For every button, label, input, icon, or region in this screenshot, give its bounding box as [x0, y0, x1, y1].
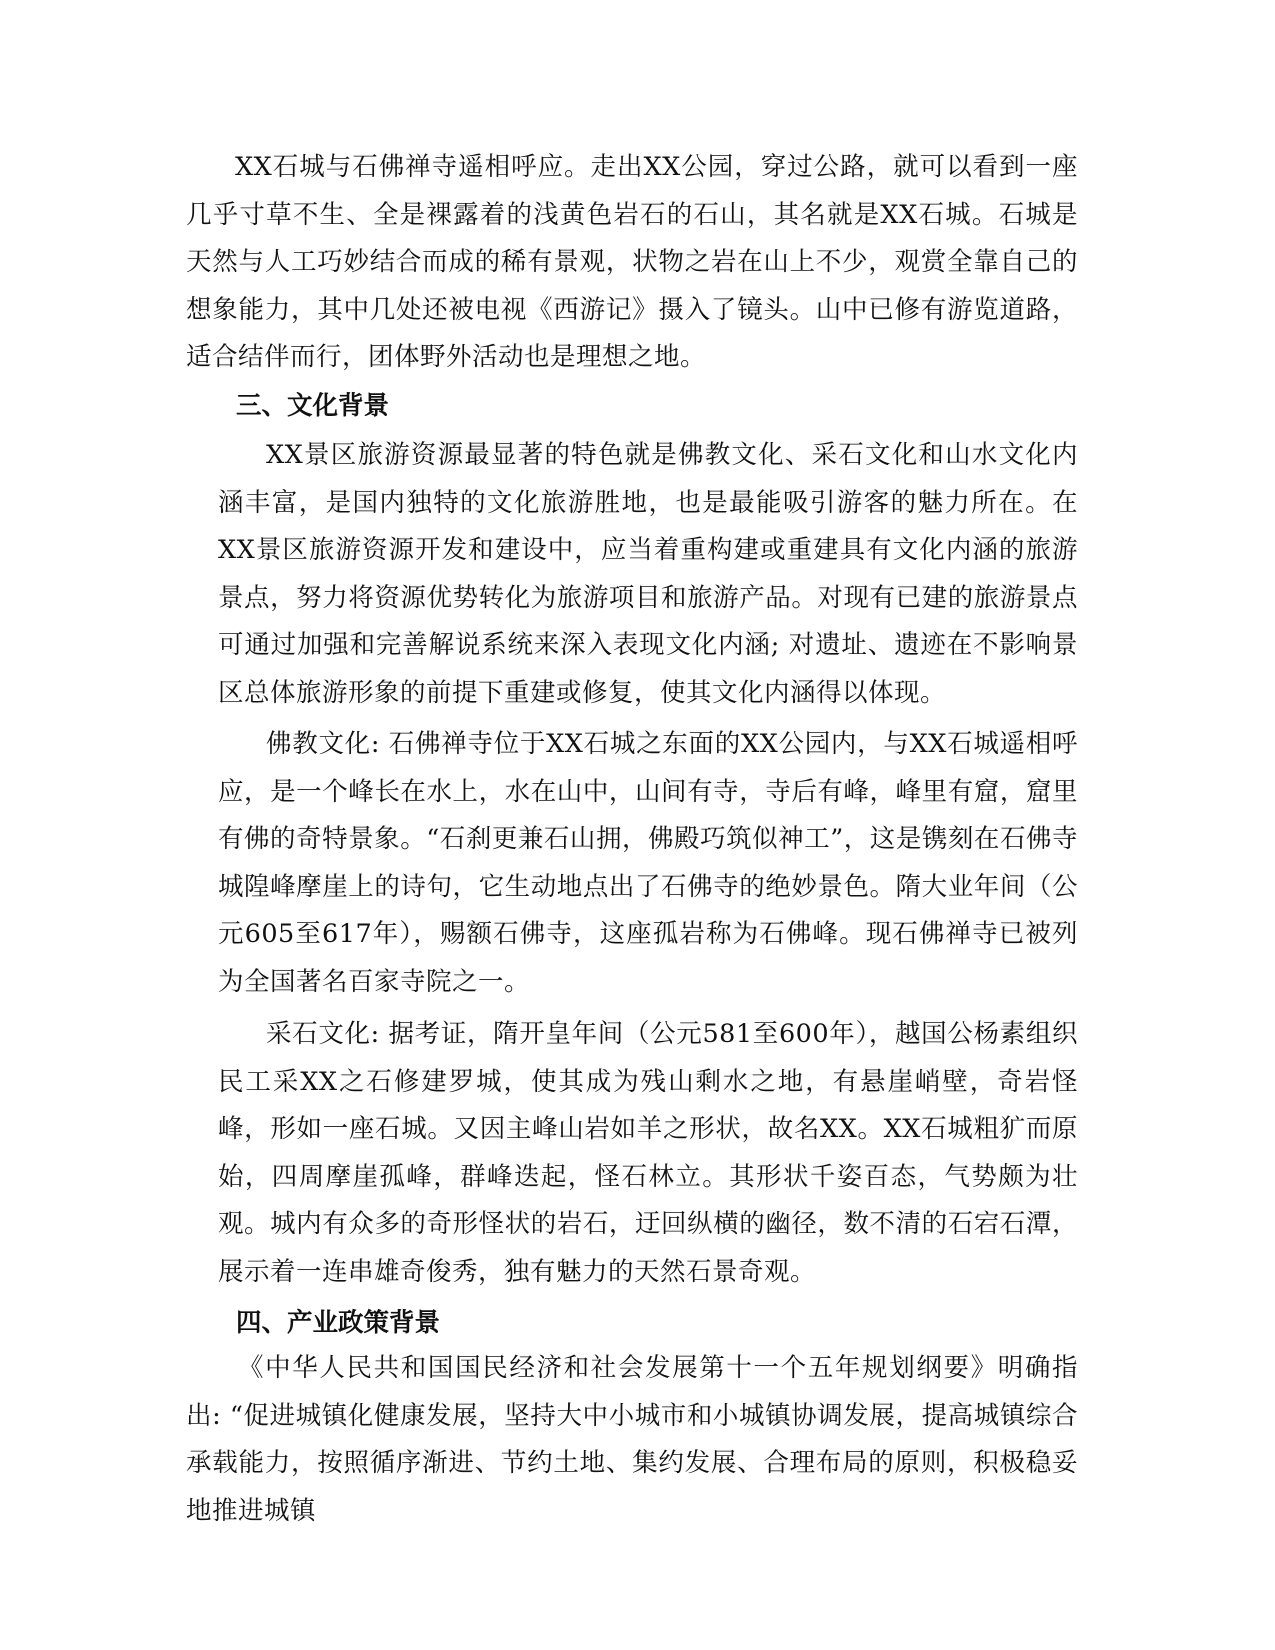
paragraph-buddhist-culture: 佛教文化: 石佛禅寺位于XX石城之东面的XX公园内，与XX石城遥相呼应，是一个峰长在水上，水在山中，山间有寺，寺后有峰，峰里有窟，窟里有佛的奇特景象。“石刹更兼石山拥，佛殿巧筑似神工”，这是镌刻在石佛寺城隍峰摩崖上的诗句，它生动地点出了石佛寺的绝妙景色。隋大业年间（公元605至617年），赐额石佛寺，这座孤岩称为石佛峰。现石佛禅寺已被列为全国著名百家寺院之一。 — [218, 729, 1078, 997]
paragraph-cultural-overview: XX景区旅游资源最显著的特色就是佛教文化、采石文化和山水文化内涵丰富，是国内独特的文化旅游胜地，也是最能吸引游客的魅力所在。在XX景区旅游资源开发和建设中，应当着重构建或重建具有文化内涵的旅游景点，努力将资源优势转化为旅游项目和旅游产品。对现有已建的旅游景点可通过加强和完善解说系统来深入表现文化内涵; 对遗址、遗迹在不影响景区总体旅游形象的前提下重建或修复，使其文化内涵得以体现。 — [218, 440, 1078, 708]
paragraph-stone-city: XX石城与石佛禅寺遥相呼应。走出XX公园，穿过公路，就可以看到一座几乎寸草不生、全是裸露着的浅黄色岩石的石山，其名就是XX石城。石城是天然与人工巧妙结合而成的稀有景观，状物之岩在山上不少，观赏全靠自己的想象能力，其中几处还被电视《西游记》摄入了镜头。山中已修有游览道路，适合结伴而行，团体野外活动也是理想之地。 — [186, 152, 1078, 372]
paragraph-quarrying-culture: 采石文化: 据考证，隋开皇年间（公元581至600年），越国公杨素组织民工采XX之石修建罗城，使其成为残山剩水之地，有悬崖峭壁，奇岩怪峰，形如一座石城。又因主峰山岩如羊之形状，故名XX。XX石城粗犷而原始，四周摩崖孤峰，群峰迭起，怪石林立。其形状千姿百态，气势颇为壮观。城内有众多的奇形怪状的岩石，迂回纵横的幽径，数不清的石宕石潭，展示着一连串雄奇俊秀，独有魅力的天然石景奇观。 — [218, 1019, 1078, 1287]
paragraph-five-year-plan: 《中华人民共和国国民经济和社会发展第十一个五年规划纲要》明确指出: “促进城镇化健康发展，坚持大中小城市和小城镇协调发展，提高城镇综合承载能力，按照循序渐进、节约土地、集约发展、合理布局的原则，积极稳妥地推进城镇 — [186, 1353, 1078, 1526]
heading-industry-policy-background: 四、产业政策背景 — [236, 1308, 441, 1338]
heading-cultural-background: 三、文化背景 — [236, 391, 390, 421]
